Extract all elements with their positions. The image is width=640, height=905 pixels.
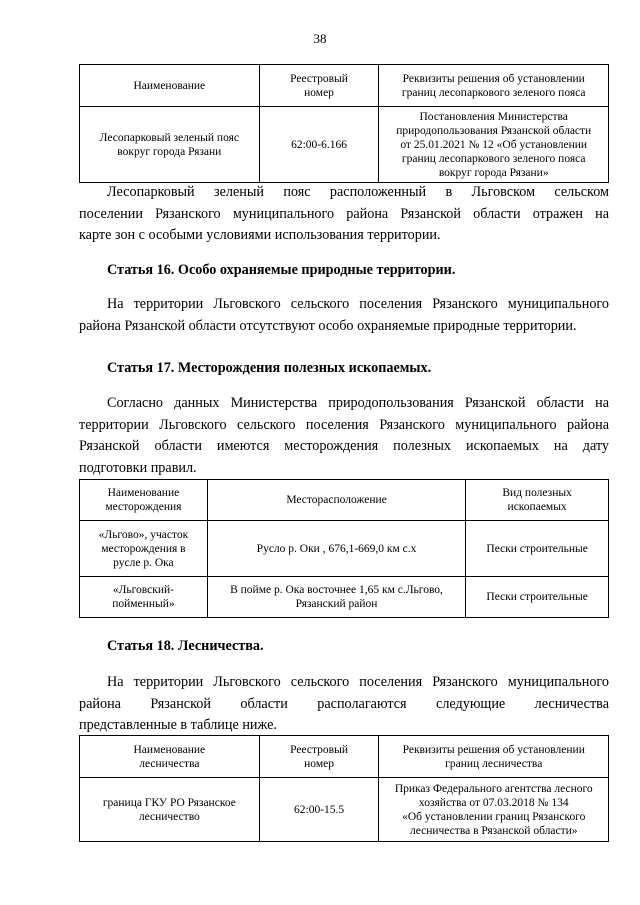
paragraph-protected-areas: На территории Льговского сельского поселения Рязанского муниципального района Рязанской области отсутствуют особо охраняемые природные территории.	[79, 296, 609, 334]
header-cell: Вид полезных ископаемых	[466, 480, 609, 521]
table-header-row	[80, 736, 609, 778]
cell-name: «Льгово», участок месторождения в русле р. Ока	[80, 521, 208, 577]
table-row	[80, 521, 609, 577]
cell-location: Русло р. Оки , 676,1-669,0 км с.х	[207, 521, 465, 577]
cell-name: граница ГКУ РО Рязанское лесничество	[80, 778, 260, 842]
header-cell: Месторасположение	[207, 480, 465, 521]
header-cell: Реквизиты решения об установлении границ лесничества	[379, 736, 609, 778]
header-cell: Наименование	[80, 65, 260, 107]
table-forestries	[79, 735, 609, 842]
cell-details: Приказ Федерального агентства лесного хозяйства от 07.03.2018 № 134 «Об установлении границ Рязанского лесничества в Рязанской области»	[379, 778, 609, 842]
table-row	[80, 577, 609, 618]
cell-number: 62:00-6.166	[259, 107, 379, 183]
heading-article-17: Статья 17. Месторождения полезных ископаемых.	[107, 360, 432, 376]
table-row	[80, 107, 609, 183]
table-header-row	[80, 65, 609, 107]
heading-article-16: Статья 16. Особо охраняемые природные территории.	[107, 262, 456, 278]
cell-type: Пески строительные	[466, 577, 609, 618]
cell-name: «Льговский- пойменный»	[80, 577, 208, 618]
cell-location: В пойме р. Ока восточнее 1,65 км с.Льгово, Рязанский район	[207, 577, 465, 618]
header-cell: Наименование месторождения	[80, 480, 208, 521]
cell-details: Постановления Министерства природопользования Рязанской области от 25.01.2021 № 12 «Об установлении границ лесопаркового зеленого пояса вокруг города Рязани»	[379, 107, 609, 183]
table-row	[80, 778, 609, 842]
header-cell: Реестровый номер	[259, 736, 379, 778]
table-header-row	[80, 480, 609, 521]
header-cell: Реестровый номер	[259, 65, 379, 107]
cell-name: Лесопарковый зеленый пояс вокруг города Рязани	[80, 107, 260, 183]
table-deposits	[79, 479, 609, 618]
paragraph-greenbelt: Лесопарковый зеленый пояс расположенный в Льговском сельском поселении Рязанского муниципального района Рязанской области отражен на карте зон с особыми условиями использования территории.	[79, 184, 609, 243]
table-greenbelt	[79, 64, 609, 183]
cell-number: 62:00-15.5	[259, 778, 379, 842]
page-number: 38	[313, 31, 327, 46]
header-cell: Реквизиты решения об установлении границ лесопаркового зеленого пояса	[379, 65, 609, 107]
heading-article-18: Статья 18. Лесничества.	[107, 638, 264, 654]
cell-type: Пески строительные	[466, 521, 609, 577]
paragraph-forestries: На территории Льговского сельского поселения Рязанского муниципального района Рязанской области располагаются следующие лесничества представленные в таблице ниже.	[79, 674, 609, 733]
header-cell: Наименование лесничества	[80, 736, 260, 778]
paragraph-deposits: Согласно данных Министерства природопользования Рязанской области на территории Льговского сельского поселения Рязанского муниципального района Рязанской области имеются месторождения полезных ископаемых на дату подготовки правил.	[79, 395, 609, 476]
